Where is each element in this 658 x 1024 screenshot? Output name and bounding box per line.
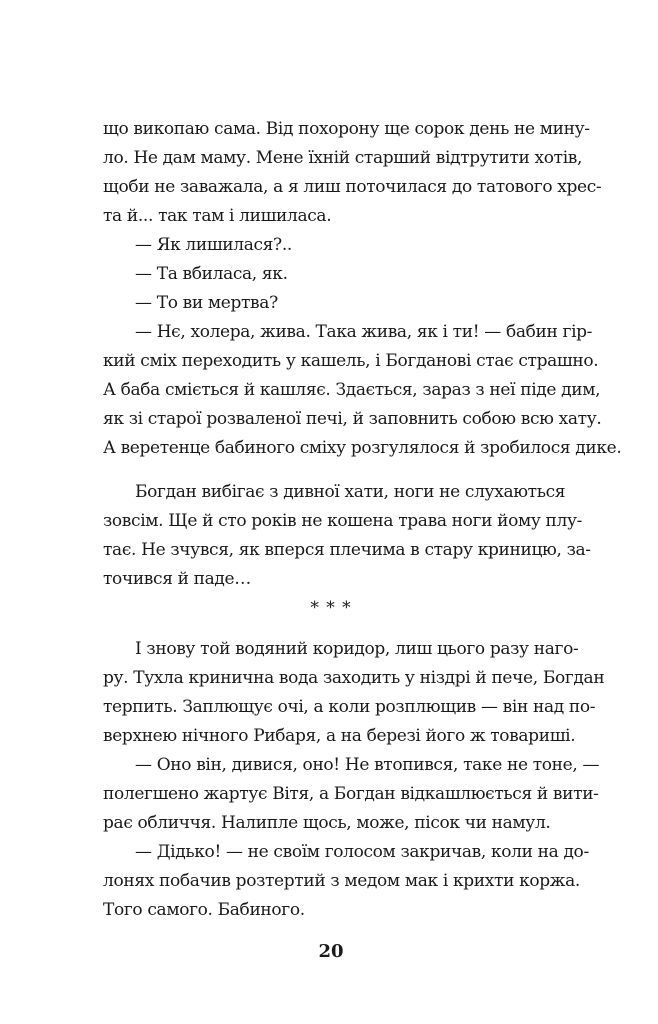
dialogue-line: — Як лишилася?..	[135, 235, 292, 255]
dialogue-line: — Та вбиласа, як.	[135, 264, 288, 284]
text-line: — Нє, холера, жива. Така жива, як і ти! — бабин гір-	[135, 322, 593, 342]
text-line: точився й паде…	[103, 569, 251, 589]
dialogue-line: — Дідько! — не своїм голосом закричав, коли на до-	[135, 842, 589, 862]
text-line: ру. Тухла кринична вода заходить у ніздрі й пече, Богдан	[103, 668, 605, 688]
text-line: ло. Не дам маму. Мене їхній старший відтрутити хотів,	[103, 148, 583, 168]
dialogue-line: — То ви мертва?	[135, 293, 278, 313]
dialogue-line: — Оно він, дивися, оно! Не втопився, таке не тоне, —	[135, 755, 600, 775]
section-separator: * * *	[310, 598, 352, 618]
page-number: 20	[318, 941, 344, 962]
text-line: А баба сміється й кашляє. Здається, зараз з неї піде дим,	[103, 380, 601, 400]
text-line: рає обличчя. Налипле щось, може, пісок чи намул.	[103, 813, 551, 833]
book-page	[103, 0, 622, 1024]
text-line: щоби не заважала, а я лиш поточилася до татового хрес-	[103, 177, 602, 197]
text-line: Богдан вибігає з дивної хати, ноги не слухаються	[135, 482, 566, 502]
text-line: І знову той водяний коридор, лиш цього разу наго-	[135, 639, 579, 659]
text-line: що викопаю сама. Від похорону ще сорок день не мину-	[103, 119, 590, 139]
text-line: полегшено жартує Вітя, а Богдан відкашлюється й вити-	[103, 784, 599, 804]
text-line: верхнею нічного Рибаря, а на березі його ж товариші.	[103, 726, 576, 746]
text-line: та й... так там і лишиласа.	[103, 206, 332, 226]
text-line: терпить. Заплющує очі, а коли розплющив — він над по-	[103, 697, 596, 717]
text-line: А веретенце бабиного сміху розгулялося й зробилося дике.	[103, 438, 622, 458]
text-line: тає. Не зчувся, як вперся плечима в стару криницю, за-	[103, 540, 591, 560]
text-line: кий сміх переходить у кашель, і Богданові стає страшно.	[103, 351, 599, 371]
text-line: як зі старої розваленої печі, й заповнить собою всю хату.	[103, 409, 602, 429]
text-line: зовсім. Ще й сто років не кошена трава ноги йому плу-	[103, 511, 583, 531]
text-line: Того самого. Бабиного.	[103, 900, 305, 920]
text-line: лонях побачив розтертий з медом мак і крихти коржа.	[103, 871, 580, 891]
